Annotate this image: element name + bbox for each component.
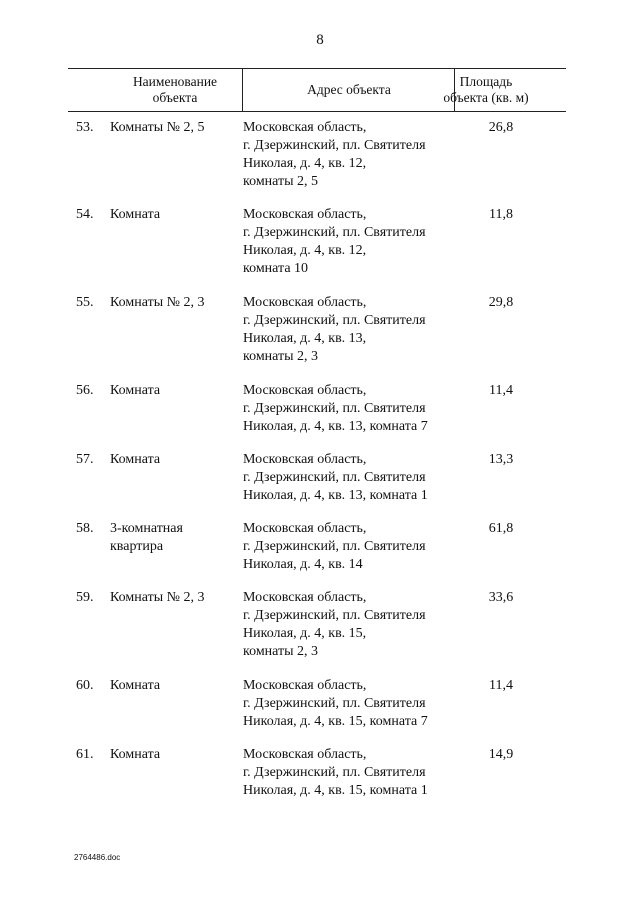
object-address (243, 294, 473, 366)
object-area: 33,6 (488, 590, 514, 605)
object-area: 11,4 (489, 678, 513, 693)
object-address-line: Московская область, (243, 521, 367, 536)
object-address-line: Николая, д. 4, кв. 14 (243, 557, 363, 572)
row-number: 61. (76, 747, 94, 762)
row-number: 55. (76, 295, 94, 310)
object-name-line: Комнаты № 2, 3 (110, 295, 205, 310)
object-name (110, 206, 240, 224)
object-name-line: Комнаты № 2, 3 (110, 590, 205, 605)
object-address-line: Николая, д. 4, кв. 13, комната 7 (243, 419, 428, 434)
object-area: 14,9 (488, 747, 514, 762)
object-address (243, 119, 473, 191)
object-name-line: Комната (110, 452, 161, 467)
object-address-line: Николая, д. 4, кв. 15, (243, 626, 367, 641)
row-number: 58. (76, 521, 94, 536)
page-number: 8 (316, 32, 324, 48)
table-row (0, 382, 640, 450)
object-name (110, 119, 240, 137)
object-name-line: квартира (110, 539, 164, 554)
header-address-line: Адрес объекта (307, 82, 391, 97)
object-name (110, 382, 240, 400)
object-address (243, 451, 473, 505)
object-address-line: Московская область, (243, 120, 367, 135)
table-row (0, 206, 640, 292)
table-header (68, 68, 566, 112)
object-address-line: Николая, д. 4, кв. 15, комната 1 (243, 783, 428, 798)
object-address-line: Николая, д. 4, кв. 15, комната 7 (243, 714, 428, 729)
table-row (0, 520, 640, 588)
object-address-line: г. Дзержинский, пл. Святителя (243, 401, 426, 416)
header-address (242, 69, 455, 111)
object-address-line: г. Дзержинский, пл. Святителя (243, 138, 426, 153)
object-name (110, 451, 240, 469)
object-address (243, 677, 473, 731)
object-area: 26,8 (488, 120, 514, 135)
object-address-line: Московская область, (243, 590, 367, 605)
object-address-line: комнаты 2, 3 (243, 644, 319, 659)
table-row (0, 677, 640, 745)
object-address-line: Николая, д. 4, кв. 13, комната 1 (243, 488, 428, 503)
object-name-line: Комната (110, 207, 161, 222)
row-number: 53. (76, 120, 94, 135)
object-address (243, 746, 473, 800)
object-address-line: Николая, д. 4, кв. 13, (243, 331, 367, 346)
object-address-line: Московская область, (243, 207, 367, 222)
object-name (110, 746, 240, 764)
row-number: 60. (76, 678, 94, 693)
object-name (110, 294, 240, 312)
object-address-line: Московская область, (243, 747, 367, 762)
object-address-line: Московская область, (243, 295, 367, 310)
row-number: 56. (76, 383, 94, 398)
object-area: 13,3 (488, 452, 514, 467)
object-address-line: комнаты 2, 3 (243, 349, 319, 364)
object-name-line: 3-комнатная (110, 521, 183, 536)
object-area: 61,8 (488, 521, 514, 536)
object-address-line: г. Дзержинский, пл. Святителя (243, 608, 426, 623)
object-name-line: Комната (110, 747, 161, 762)
header-area-line: объекта (кв. м) (443, 90, 529, 105)
object-address-line: г. Дзержинский, пл. Святителя (243, 470, 426, 485)
object-area: 11,8 (489, 207, 513, 222)
object-address (243, 589, 473, 661)
table-row (0, 746, 640, 814)
object-address-line: комната 10 (243, 261, 309, 276)
object-name-line: Комната (110, 678, 161, 693)
object-address-line: комнаты 2, 5 (243, 174, 319, 189)
object-area: 29,8 (488, 295, 514, 310)
header-name-line: объекта (152, 90, 198, 105)
header-name (108, 69, 242, 111)
object-name (110, 589, 240, 607)
table-row (0, 451, 640, 519)
row-number: 57. (76, 452, 94, 467)
table-row (0, 294, 640, 380)
object-address-line: Московская область, (243, 383, 367, 398)
object-name (110, 677, 240, 695)
object-address-line: Московская область, (243, 678, 367, 693)
table-row (0, 589, 640, 675)
object-area: 11,4 (489, 383, 513, 398)
header-area (443, 69, 567, 111)
header-area-line: Площадь (459, 74, 513, 89)
object-address-line: г. Дзержинский, пл. Святителя (243, 539, 426, 554)
object-address (243, 520, 473, 574)
header-name-line: Наименование (132, 74, 218, 89)
object-name-line: Комната (110, 383, 161, 398)
object-address-line: Николая, д. 4, кв. 12, (243, 243, 367, 258)
object-address-line: Николая, д. 4, кв. 12, (243, 156, 367, 171)
object-address-line: г. Дзержинский, пл. Святителя (243, 765, 426, 780)
object-address-line: г. Дзержинский, пл. Святителя (243, 225, 426, 240)
row-number: 54. (76, 207, 94, 222)
object-address-line: г. Дзержинский, пл. Святителя (243, 313, 426, 328)
object-name (110, 520, 240, 556)
footer-filename: 2764486.doc (74, 853, 121, 862)
object-name-line: Комнаты № 2, 5 (110, 120, 205, 135)
object-address-line: Московская область, (243, 452, 367, 467)
object-address-line: г. Дзержинский, пл. Святителя (243, 696, 426, 711)
row-number: 59. (76, 590, 94, 605)
table-row (0, 119, 640, 205)
object-address (243, 206, 473, 278)
object-address (243, 382, 473, 436)
